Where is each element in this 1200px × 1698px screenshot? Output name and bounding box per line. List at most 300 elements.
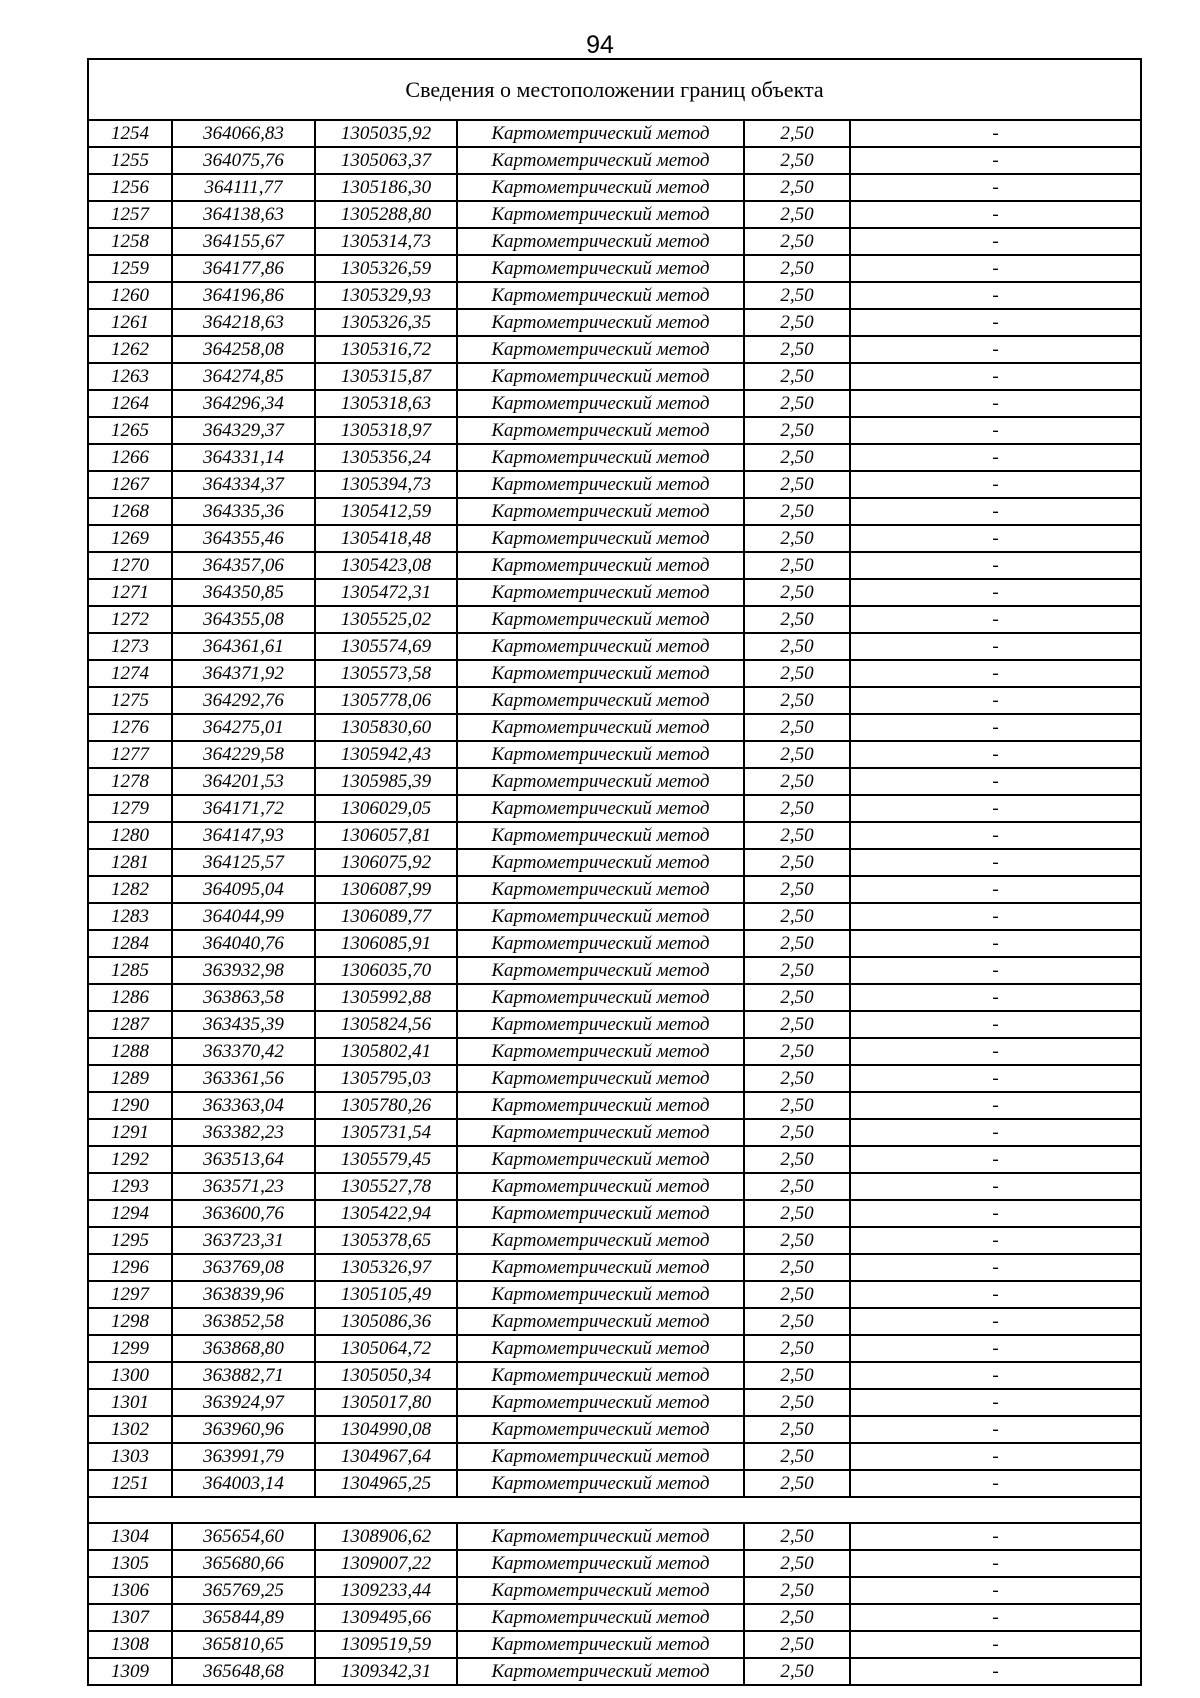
method-cell: Картометрический метод: [457, 1443, 744, 1470]
y-coordinate-cell: 1305731,54: [315, 1119, 457, 1146]
x-coordinate-cell: 364171,72: [172, 795, 315, 822]
accuracy-cell: 2,50: [744, 660, 850, 687]
method-cell: Картометрический метод: [457, 1254, 744, 1281]
method-cell: Картометрический метод: [457, 957, 744, 984]
table-row: [88, 687, 1141, 714]
y-coordinate-cell: 1305186,30: [315, 174, 457, 201]
accuracy-cell: 2,50: [744, 1550, 850, 1577]
x-coordinate-cell: 363370,42: [172, 1038, 315, 1065]
point-number-cell: 1296: [88, 1254, 172, 1281]
y-coordinate-cell: 1305288,80: [315, 201, 457, 228]
y-coordinate-cell: 1305780,26: [315, 1092, 457, 1119]
accuracy-cell: 2,50: [744, 1254, 850, 1281]
x-coordinate-cell: 363839,96: [172, 1281, 315, 1308]
table-row: [88, 606, 1141, 633]
y-coordinate-cell: 1305830,60: [315, 714, 457, 741]
x-coordinate-cell: 363769,08: [172, 1254, 315, 1281]
x-coordinate-cell: 363882,71: [172, 1362, 315, 1389]
method-cell: Картометрический метод: [457, 876, 744, 903]
table-row: [88, 1308, 1141, 1335]
x-coordinate-cell: 364138,63: [172, 201, 315, 228]
x-coordinate-cell: 364040,76: [172, 930, 315, 957]
accuracy-cell: 2,50: [744, 1227, 850, 1254]
description-cell: -: [850, 1011, 1141, 1038]
method-cell: Картометрический метод: [457, 1362, 744, 1389]
point-number-cell: 1291: [88, 1119, 172, 1146]
method-cell: Картометрический метод: [457, 1227, 744, 1254]
point-number-cell: 1266: [88, 444, 172, 471]
accuracy-cell: 2,50: [744, 768, 850, 795]
method-cell: Картометрический метод: [457, 1604, 744, 1631]
accuracy-cell: 2,50: [744, 1523, 850, 1550]
table-row: [88, 417, 1141, 444]
point-number-cell: 1255: [88, 147, 172, 174]
table-row: [88, 714, 1141, 741]
method-cell: Картометрический метод: [457, 984, 744, 1011]
table-row: [88, 768, 1141, 795]
method-cell: Картометрический метод: [457, 363, 744, 390]
method-cell: Картометрический метод: [457, 498, 744, 525]
table-row: [88, 1604, 1141, 1631]
y-coordinate-cell: 1305315,87: [315, 363, 457, 390]
x-coordinate-cell: 364355,46: [172, 525, 315, 552]
table-row: [88, 1254, 1141, 1281]
accuracy-cell: 2,50: [744, 1119, 850, 1146]
x-coordinate-cell: 365769,25: [172, 1577, 315, 1604]
accuracy-cell: 2,50: [744, 201, 850, 228]
description-cell: -: [850, 552, 1141, 579]
x-coordinate-cell: 364258,08: [172, 336, 315, 363]
description-cell: -: [850, 1308, 1141, 1335]
table-row: [88, 255, 1141, 282]
y-coordinate-cell: 1305802,41: [315, 1038, 457, 1065]
method-cell: Картометрический метод: [457, 336, 744, 363]
method-cell: Картометрический метод: [457, 1631, 744, 1658]
y-coordinate-cell: 1305035,92: [315, 120, 457, 147]
method-cell: Картометрический метод: [457, 1200, 744, 1227]
accuracy-cell: 2,50: [744, 174, 850, 201]
point-number-cell: 1251: [88, 1470, 172, 1497]
table-row: [88, 1470, 1141, 1497]
method-cell: Картометрический метод: [457, 1119, 744, 1146]
y-coordinate-cell: 1305422,94: [315, 1200, 457, 1227]
table-row: [88, 741, 1141, 768]
x-coordinate-cell: 364274,85: [172, 363, 315, 390]
accuracy-cell: 2,50: [744, 1281, 850, 1308]
accuracy-cell: 2,50: [744, 1443, 850, 1470]
y-coordinate-cell: 1305314,73: [315, 228, 457, 255]
description-cell: -: [850, 768, 1141, 795]
x-coordinate-cell: 364044,99: [172, 903, 315, 930]
section-separator-cell: [88, 1497, 1141, 1523]
y-coordinate-cell: 1306087,99: [315, 876, 457, 903]
accuracy-cell: 2,50: [744, 1146, 850, 1173]
description-cell: -: [850, 930, 1141, 957]
accuracy-cell: 2,50: [744, 1038, 850, 1065]
table-row: [88, 1065, 1141, 1092]
method-cell: Картометрический метод: [457, 822, 744, 849]
table-row: [88, 552, 1141, 579]
description-cell: -: [850, 1631, 1141, 1658]
y-coordinate-cell: 1305326,97: [315, 1254, 457, 1281]
method-cell: Картометрический метод: [457, 579, 744, 606]
point-number-cell: 1281: [88, 849, 172, 876]
description-cell: -: [850, 606, 1141, 633]
y-coordinate-cell: 1305318,63: [315, 390, 457, 417]
table-row: [88, 1362, 1141, 1389]
point-number-cell: 1305: [88, 1550, 172, 1577]
method-cell: Картометрический метод: [457, 930, 744, 957]
point-number-cell: 1294: [88, 1200, 172, 1227]
table-row: [88, 336, 1141, 363]
description-cell: -: [850, 1254, 1141, 1281]
accuracy-cell: 2,50: [744, 1604, 850, 1631]
y-coordinate-cell: 1305472,31: [315, 579, 457, 606]
table-row: [88, 930, 1141, 957]
x-coordinate-cell: 364155,67: [172, 228, 315, 255]
description-cell: -: [850, 1604, 1141, 1631]
accuracy-cell: 2,50: [744, 957, 850, 984]
description-cell: -: [850, 1577, 1141, 1604]
description-cell: -: [850, 1092, 1141, 1119]
accuracy-cell: 2,50: [744, 714, 850, 741]
method-cell: Картометрический метод: [457, 687, 744, 714]
point-number-cell: 1298: [88, 1308, 172, 1335]
x-coordinate-cell: 364147,93: [172, 822, 315, 849]
description-cell: -: [850, 1200, 1141, 1227]
method-cell: Картометрический метод: [457, 1038, 744, 1065]
accuracy-cell: 2,50: [744, 1335, 850, 1362]
description-cell: -: [850, 1470, 1141, 1497]
table-row: [88, 1631, 1141, 1658]
point-number-cell: 1272: [88, 606, 172, 633]
table-row: [88, 498, 1141, 525]
x-coordinate-cell: 364003,14: [172, 1470, 315, 1497]
x-coordinate-cell: 364066,83: [172, 120, 315, 147]
method-cell: Картометрический метод: [457, 1011, 744, 1038]
description-cell: -: [850, 1173, 1141, 1200]
x-coordinate-cell: 363363,04: [172, 1092, 315, 1119]
y-coordinate-cell: 1305942,43: [315, 741, 457, 768]
y-coordinate-cell: 1305824,56: [315, 1011, 457, 1038]
accuracy-cell: 2,50: [744, 1200, 850, 1227]
description-cell: -: [850, 849, 1141, 876]
method-cell: Картометрический метод: [457, 552, 744, 579]
description-cell: -: [850, 876, 1141, 903]
accuracy-cell: 2,50: [744, 1658, 850, 1685]
point-number-cell: 1303: [88, 1443, 172, 1470]
point-number-cell: 1297: [88, 1281, 172, 1308]
table-row: [88, 579, 1141, 606]
accuracy-cell: 2,50: [744, 1416, 850, 1443]
description-cell: -: [850, 1550, 1141, 1577]
accuracy-cell: 2,50: [744, 741, 850, 768]
accuracy-cell: 2,50: [744, 228, 850, 255]
table-row: [88, 822, 1141, 849]
table-title-row: [88, 59, 1141, 120]
y-coordinate-cell: 1305318,97: [315, 417, 457, 444]
method-cell: Картометрический метод: [457, 201, 744, 228]
y-coordinate-cell: 1306035,70: [315, 957, 457, 984]
point-number-cell: 1275: [88, 687, 172, 714]
x-coordinate-cell: 363991,79: [172, 1443, 315, 1470]
y-coordinate-cell: 1306089,77: [315, 903, 457, 930]
point-number-cell: 1285: [88, 957, 172, 984]
x-coordinate-cell: 364125,57: [172, 849, 315, 876]
x-coordinate-cell: 364350,85: [172, 579, 315, 606]
description-cell: -: [850, 579, 1141, 606]
accuracy-cell: 2,50: [744, 1470, 850, 1497]
description-cell: -: [850, 174, 1141, 201]
y-coordinate-cell: 1306029,05: [315, 795, 457, 822]
method-cell: Картометрический метод: [457, 1146, 744, 1173]
x-coordinate-cell: 364292,76: [172, 687, 315, 714]
y-coordinate-cell: 1308906,62: [315, 1523, 457, 1550]
method-cell: Картометрический метод: [457, 471, 744, 498]
accuracy-cell: 2,50: [744, 255, 850, 282]
method-cell: Картометрический метод: [457, 1281, 744, 1308]
method-cell: Картометрический метод: [457, 606, 744, 633]
x-coordinate-cell: 364329,37: [172, 417, 315, 444]
description-cell: -: [850, 1658, 1141, 1685]
method-cell: Картометрический метод: [457, 282, 744, 309]
description-cell: -: [850, 363, 1141, 390]
point-number-cell: 1257: [88, 201, 172, 228]
description-cell: -: [850, 957, 1141, 984]
y-coordinate-cell: 1305795,03: [315, 1065, 457, 1092]
accuracy-cell: 2,50: [744, 120, 850, 147]
point-number-cell: 1259: [88, 255, 172, 282]
accuracy-cell: 2,50: [744, 1065, 850, 1092]
x-coordinate-cell: 364361,61: [172, 633, 315, 660]
accuracy-cell: 2,50: [744, 309, 850, 336]
accuracy-cell: 2,50: [744, 552, 850, 579]
table-row: [88, 309, 1141, 336]
description-cell: -: [850, 1065, 1141, 1092]
x-coordinate-cell: 364355,08: [172, 606, 315, 633]
x-coordinate-cell: 363932,98: [172, 957, 315, 984]
table-row: [88, 876, 1141, 903]
table-row: [88, 444, 1141, 471]
y-coordinate-cell: 1305064,72: [315, 1335, 457, 1362]
description-cell: -: [850, 1119, 1141, 1146]
x-coordinate-cell: 364334,37: [172, 471, 315, 498]
x-coordinate-cell: 363852,58: [172, 1308, 315, 1335]
method-cell: Картометрический метод: [457, 417, 744, 444]
method-cell: Картометрический метод: [457, 1416, 744, 1443]
description-cell: -: [850, 228, 1141, 255]
point-number-cell: 1302: [88, 1416, 172, 1443]
accuracy-cell: 2,50: [744, 417, 850, 444]
method-cell: Картометрический метод: [457, 849, 744, 876]
accuracy-cell: 2,50: [744, 579, 850, 606]
table-row: [88, 1200, 1141, 1227]
point-number-cell: 1270: [88, 552, 172, 579]
point-number-cell: 1288: [88, 1038, 172, 1065]
point-number-cell: 1286: [88, 984, 172, 1011]
description-cell: -: [850, 660, 1141, 687]
description-cell: -: [850, 1335, 1141, 1362]
method-cell: Картометрический метод: [457, 1092, 744, 1119]
description-cell: -: [850, 1389, 1141, 1416]
y-coordinate-cell: 1304967,64: [315, 1443, 457, 1470]
method-cell: Картометрический метод: [457, 147, 744, 174]
point-number-cell: 1300: [88, 1362, 172, 1389]
point-number-cell: 1263: [88, 363, 172, 390]
table-row: [88, 228, 1141, 255]
point-number-cell: 1280: [88, 822, 172, 849]
accuracy-cell: 2,50: [744, 903, 850, 930]
accuracy-cell: 2,50: [744, 525, 850, 552]
point-number-cell: 1287: [88, 1011, 172, 1038]
y-coordinate-cell: 1305050,34: [315, 1362, 457, 1389]
x-coordinate-cell: 364357,06: [172, 552, 315, 579]
table-row: [88, 1550, 1141, 1577]
x-coordinate-cell: 364275,01: [172, 714, 315, 741]
method-cell: Картометрический метод: [457, 795, 744, 822]
method-cell: Картометрический метод: [457, 1065, 744, 1092]
point-number-cell: 1282: [88, 876, 172, 903]
table-row: [88, 903, 1141, 930]
y-coordinate-cell: 1305063,37: [315, 147, 457, 174]
description-cell: -: [850, 714, 1141, 741]
description-cell: -: [850, 903, 1141, 930]
y-coordinate-cell: 1304990,08: [315, 1416, 457, 1443]
y-coordinate-cell: 1305418,48: [315, 525, 457, 552]
description-cell: -: [850, 471, 1141, 498]
point-number-cell: 1278: [88, 768, 172, 795]
description-cell: -: [850, 525, 1141, 552]
table-row: [88, 795, 1141, 822]
accuracy-cell: 2,50: [744, 876, 850, 903]
description-cell: -: [850, 984, 1141, 1011]
page-number: 94: [586, 31, 614, 59]
method-cell: Картометрический метод: [457, 1523, 744, 1550]
table-row: [88, 363, 1141, 390]
description-cell: -: [850, 1146, 1141, 1173]
table-row: [88, 1173, 1141, 1200]
method-cell: Картометрический метод: [457, 174, 744, 201]
point-number-cell: 1309: [88, 1658, 172, 1685]
y-coordinate-cell: 1305329,93: [315, 282, 457, 309]
table-row: [88, 282, 1141, 309]
x-coordinate-cell: 365844,89: [172, 1604, 315, 1631]
table-title: Сведения о местоположении границ объекта: [88, 59, 1141, 120]
description-cell: -: [850, 1281, 1141, 1308]
section-separator-row: [88, 1497, 1141, 1523]
point-number-cell: 1292: [88, 1146, 172, 1173]
y-coordinate-cell: 1305378,65: [315, 1227, 457, 1254]
table-row: [88, 390, 1141, 417]
x-coordinate-cell: 363600,76: [172, 1200, 315, 1227]
y-coordinate-cell: 1305394,73: [315, 471, 457, 498]
table-row: [88, 1335, 1141, 1362]
point-number-cell: 1260: [88, 282, 172, 309]
description-cell: -: [850, 822, 1141, 849]
point-number-cell: 1306: [88, 1577, 172, 1604]
y-coordinate-cell: 1306085,91: [315, 930, 457, 957]
point-number-cell: 1273: [88, 633, 172, 660]
method-cell: Картометрический метод: [457, 1173, 744, 1200]
x-coordinate-cell: 364095,04: [172, 876, 315, 903]
point-number-cell: 1308: [88, 1631, 172, 1658]
accuracy-cell: 2,50: [744, 633, 850, 660]
method-cell: Картометрический метод: [457, 255, 744, 282]
method-cell: Картометрический метод: [457, 1470, 744, 1497]
point-number-cell: 1279: [88, 795, 172, 822]
point-number-cell: 1256: [88, 174, 172, 201]
x-coordinate-cell: 364111,77: [172, 174, 315, 201]
point-number-cell: 1289: [88, 1065, 172, 1092]
x-coordinate-cell: 364335,36: [172, 498, 315, 525]
x-coordinate-cell: 363868,80: [172, 1335, 315, 1362]
point-number-cell: 1301: [88, 1389, 172, 1416]
point-number-cell: 1254: [88, 120, 172, 147]
y-coordinate-cell: 1309519,59: [315, 1631, 457, 1658]
accuracy-cell: 2,50: [744, 1389, 850, 1416]
y-coordinate-cell: 1305326,59: [315, 255, 457, 282]
table-row: [88, 120, 1141, 147]
accuracy-cell: 2,50: [744, 984, 850, 1011]
y-coordinate-cell: 1305326,35: [315, 309, 457, 336]
method-cell: Картометрический метод: [457, 903, 744, 930]
x-coordinate-cell: 364296,34: [172, 390, 315, 417]
y-coordinate-cell: 1306057,81: [315, 822, 457, 849]
accuracy-cell: 2,50: [744, 1631, 850, 1658]
accuracy-cell: 2,50: [744, 930, 850, 957]
point-number-cell: 1293: [88, 1173, 172, 1200]
accuracy-cell: 2,50: [744, 822, 850, 849]
table-row: [88, 1146, 1141, 1173]
x-coordinate-cell: 363863,58: [172, 984, 315, 1011]
method-cell: Картометрический метод: [457, 1389, 744, 1416]
x-coordinate-cell: 363435,39: [172, 1011, 315, 1038]
table-row: [88, 1658, 1141, 1685]
description-cell: -: [850, 687, 1141, 714]
point-number-cell: 1271: [88, 579, 172, 606]
table-row: [88, 147, 1141, 174]
table-row: [88, 1281, 1141, 1308]
x-coordinate-cell: 363723,31: [172, 1227, 315, 1254]
table-row: [88, 174, 1141, 201]
x-coordinate-cell: 363513,64: [172, 1146, 315, 1173]
table-row: [88, 1011, 1141, 1038]
table-row: [88, 984, 1141, 1011]
y-coordinate-cell: 1305017,80: [315, 1389, 457, 1416]
point-number-cell: 1307: [88, 1604, 172, 1631]
table-row: [88, 525, 1141, 552]
accuracy-cell: 2,50: [744, 795, 850, 822]
description-cell: -: [850, 498, 1141, 525]
method-cell: Картометрический метод: [457, 1335, 744, 1362]
y-coordinate-cell: 1305356,24: [315, 444, 457, 471]
table-row: [88, 660, 1141, 687]
table-row: [88, 957, 1141, 984]
method-cell: Картометрический метод: [457, 633, 744, 660]
method-cell: Картометрический метод: [457, 309, 744, 336]
y-coordinate-cell: 1305527,78: [315, 1173, 457, 1200]
point-number-cell: 1304: [88, 1523, 172, 1550]
description-cell: -: [850, 282, 1141, 309]
point-number-cell: 1267: [88, 471, 172, 498]
method-cell: Картометрический метод: [457, 714, 744, 741]
description-cell: -: [850, 147, 1141, 174]
table-row: [88, 1038, 1141, 1065]
method-cell: Картометрический метод: [457, 741, 744, 768]
method-cell: Картометрический метод: [457, 1308, 744, 1335]
y-coordinate-cell: 1305086,36: [315, 1308, 457, 1335]
y-coordinate-cell: 1309233,44: [315, 1577, 457, 1604]
